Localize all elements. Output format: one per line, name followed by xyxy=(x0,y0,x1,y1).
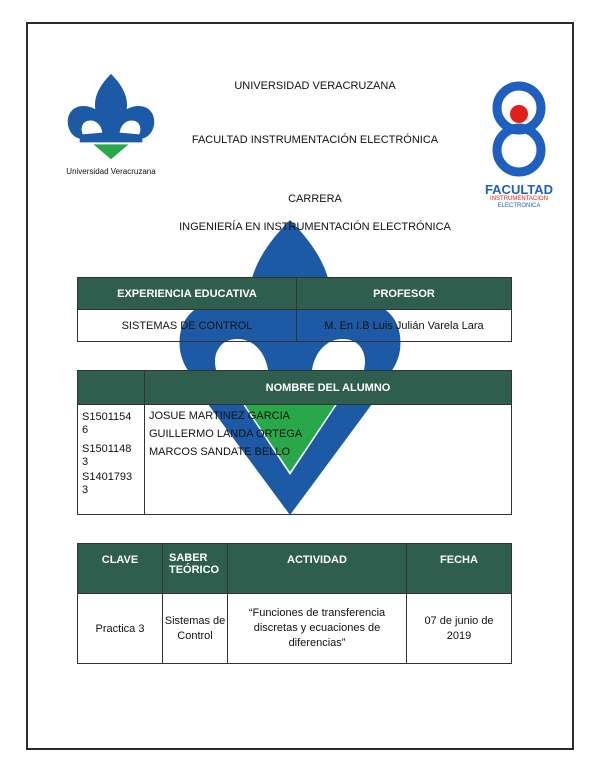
date-header: FECHA xyxy=(407,544,512,594)
faculty-title: FACULTAD INSTRUMENTACIÓN ELECTRÓNICA xyxy=(191,134,439,146)
faculty-logo xyxy=(483,78,555,218)
faculty-logo-sub2: ELECTRONICA xyxy=(497,203,541,209)
professor-name: M. En I.B Luis Julián Varela Lara xyxy=(297,310,512,342)
activity-value: “Funciones de transferencia discretas y ecuaciones de diferencias” xyxy=(228,594,407,664)
saber-header: SABER TEÓRICO xyxy=(163,544,228,594)
student-names-cell xyxy=(145,405,512,515)
uv-caption: Universidad Veracruzana xyxy=(66,167,156,176)
activity-table xyxy=(77,543,512,664)
student-name-header: NOMBRE DEL ALUMNO xyxy=(145,371,512,405)
student-name: JOSUE MARTINEZ GARCIA xyxy=(149,410,290,422)
student-ids-cell xyxy=(78,405,145,515)
career-title: INGENIERÍA EN INSTRUMENTACIÓN ELECTRÓNICA xyxy=(179,221,451,233)
clave-value: Practica 3 xyxy=(78,594,163,664)
student-id: S1401793 3 xyxy=(82,471,133,496)
id-header xyxy=(78,371,145,405)
course-header: EXPERIENCIA EDUCATIVA xyxy=(78,278,297,310)
course-name: SISTEMAS DE CONTROL xyxy=(78,310,297,342)
university-title: UNIVERSIDAD VERACRUZANA xyxy=(234,80,396,92)
students-table xyxy=(77,370,512,515)
course-table xyxy=(77,277,512,342)
faculty-emblem-icon xyxy=(483,78,555,178)
clave-header: CLAVE xyxy=(78,544,163,594)
student-name: GUILLERMO LANDA ORTEGA xyxy=(149,428,303,440)
saber-value: Sistemas de Control xyxy=(163,594,228,664)
activity-header: ACTIVIDAD xyxy=(228,544,407,594)
student-name: MARCOS SANDATE BELLO xyxy=(149,446,290,458)
date-value: 07 de junio de 2019 xyxy=(407,594,512,664)
career-label: CARRERA xyxy=(288,193,342,205)
uv-logo xyxy=(56,70,166,178)
student-id: S1501154 6 xyxy=(82,411,132,436)
faculty-logo-sub1: INSTRUMENTACION xyxy=(490,196,548,202)
professor-header: PROFESOR xyxy=(297,278,512,310)
faculty-logo-title: FACULTAD xyxy=(484,182,554,197)
uv-emblem-icon xyxy=(56,70,166,160)
student-id: S1501148 3 xyxy=(82,443,132,468)
